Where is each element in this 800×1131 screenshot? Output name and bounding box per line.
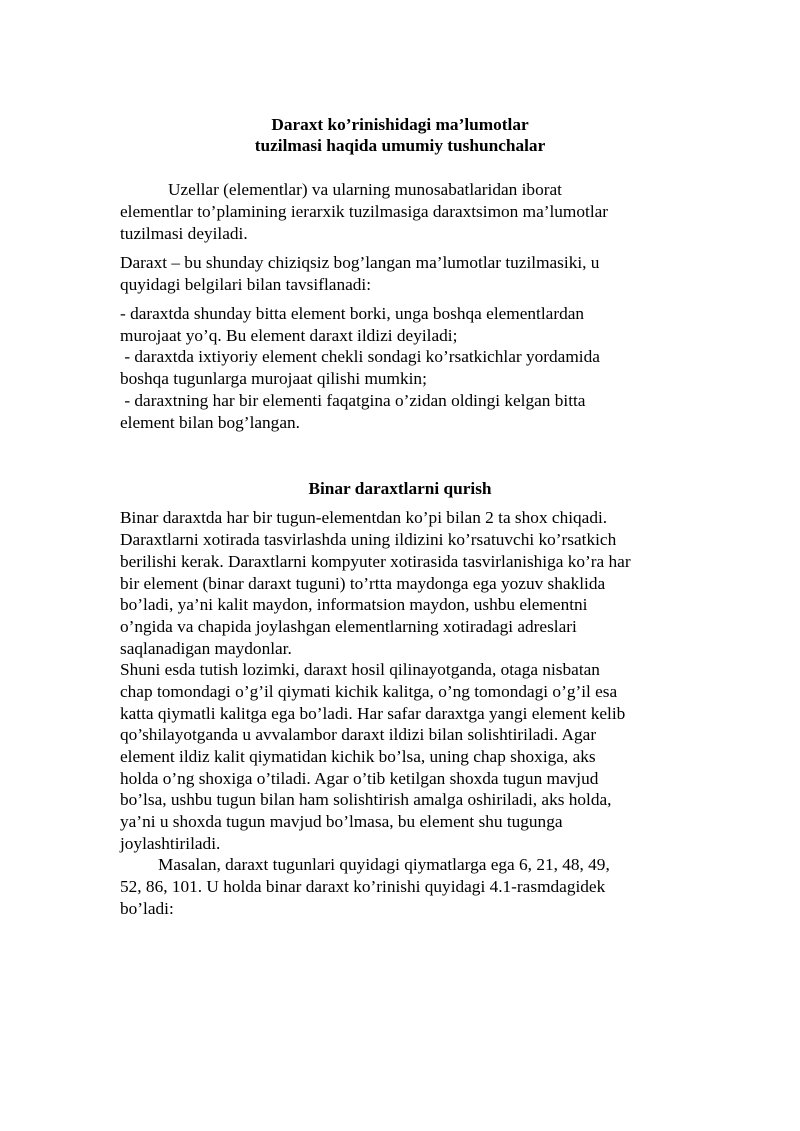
s2-p2-line-4: qo’shilayotganda u avvalambor daraxt ildizi bilan solishtiriladi. Agar	[120, 725, 597, 744]
s2-p1-line-7: saqlanadigan maydonlar.	[120, 639, 292, 658]
s2-p1-line-4: bir element (binar daraxt tuguni) to’rtta maydonga ega yozuv shaklida	[120, 574, 606, 593]
s1-p2-line-1: Daraxt – bu shunday chiziqsiz bog’langan ma’lumotlar tuzilmasiki, u	[120, 253, 600, 272]
s1-p1-line-2: elementlar to’plamining ierarxik tuzilmasiga daraxtsimon ma’lumotlar	[120, 202, 609, 221]
s2-p1-line-6: o’ngida va chapida joylashgan elementlarning xotiradagi adreslari	[120, 617, 577, 636]
s2-p1-line-1: Binar daraxtda har bir tugun-elementdan ko’pi bilan 2 ta shox chiqadi.	[120, 508, 608, 527]
s1-list-line-4: boshqa tugunlarga murojaat qilishi mumkin;	[120, 369, 427, 388]
s2-p1-line-5: bo’ladi, ya’ni kalit maydon, informatsion maydon, ushbu elementni	[120, 595, 588, 614]
s1-p2-line-2: quyidagi belgilari bilan tavsiflanadi:	[120, 275, 371, 294]
s2-p2-line-5: element ildiz kalit qiymatidan kichik bo’lsa, uning chap shoxiga, aks	[120, 747, 596, 766]
s1-list-line-2: murojaat yo’q. Bu element daraxt ildizi deyiladi;	[120, 326, 458, 345]
s2-p2-line-2: chap tomondagi o’g’il qiymati kichik kalitga, o’ng tomondagi o’g’il esa	[120, 682, 618, 701]
s2-p2-line-8: ya’ni u shoxda tugun mavjud bo’lmasa, bu element shu tugunga	[120, 812, 563, 831]
s2-p2-line-9: joylashtiriladi.	[120, 834, 221, 853]
s1-p1-line-3: tuzilmasi deyiladi.	[120, 224, 248, 243]
section1-title-line-2: tuzilmasi haqida umumiy tushunchalar	[254, 136, 546, 155]
s1-list-line-3: - daraxtda ixtiyoriy element chekli sondagi ko’rsatkichlar yordamida	[120, 347, 600, 366]
s2-p3-line-3: bo’ladi:	[120, 899, 174, 918]
s2-p3-line-1: Masalan, daraxt tugunlari quyidagi qiymatlarga ega 6, 21, 48, 49,	[158, 855, 610, 874]
s2-p3-line-2: 52, 86, 101. U holda binar daraxt ko’rinishi quyidagi 4.1-rasmdagidek	[120, 877, 606, 896]
s2-p2-line-7: bo’lsa, ushbu tugun bilan ham solishtirish amalga oshiriladi, aks holda,	[120, 790, 612, 809]
s2-p2-line-6: holda o’ng shoxiga o’tiladi. Agar o’tib ketilgan shoxda tugun mavjud	[120, 769, 599, 788]
section1-title-line-1: Daraxt ko’rinishidagi ma’lumotlar	[271, 115, 529, 134]
section2-title: Binar daraxtlarni qurish	[308, 479, 492, 498]
s2-p1-line-3: berilishi kerak. Daraxtlarni kompyuter xotirasida tasvirlanishiga ko’ra har	[120, 552, 631, 571]
s2-p2-line-3: katta qiymatli kalitga ega bo’ladi. Har safar daraxtga yangi element kelib	[120, 704, 626, 723]
s2-p1-line-2: Daraxtlarni xotirada tasvirlashda uning ildizini ko’rsatuvchi ko’rsatkich	[120, 530, 617, 549]
s1-p1-line-1: Uzellar (elementlar) va ularning munosabatlaridan iborat	[168, 180, 562, 199]
s1-list-line-1: - daraxtda shunday bitta element borki, unga boshqa elementlardan	[120, 304, 585, 323]
s1-list-line-6: element bilan bog’langan.	[120, 413, 300, 432]
s2-p2-line-1: Shuni esda tutish lozimki, daraxt hosil qilinayotganda, otaga nisbatan	[120, 660, 600, 679]
s1-list-line-5: - daraxtning har bir elementi faqatgina o’zidan oldingi kelgan bitta	[120, 391, 586, 410]
